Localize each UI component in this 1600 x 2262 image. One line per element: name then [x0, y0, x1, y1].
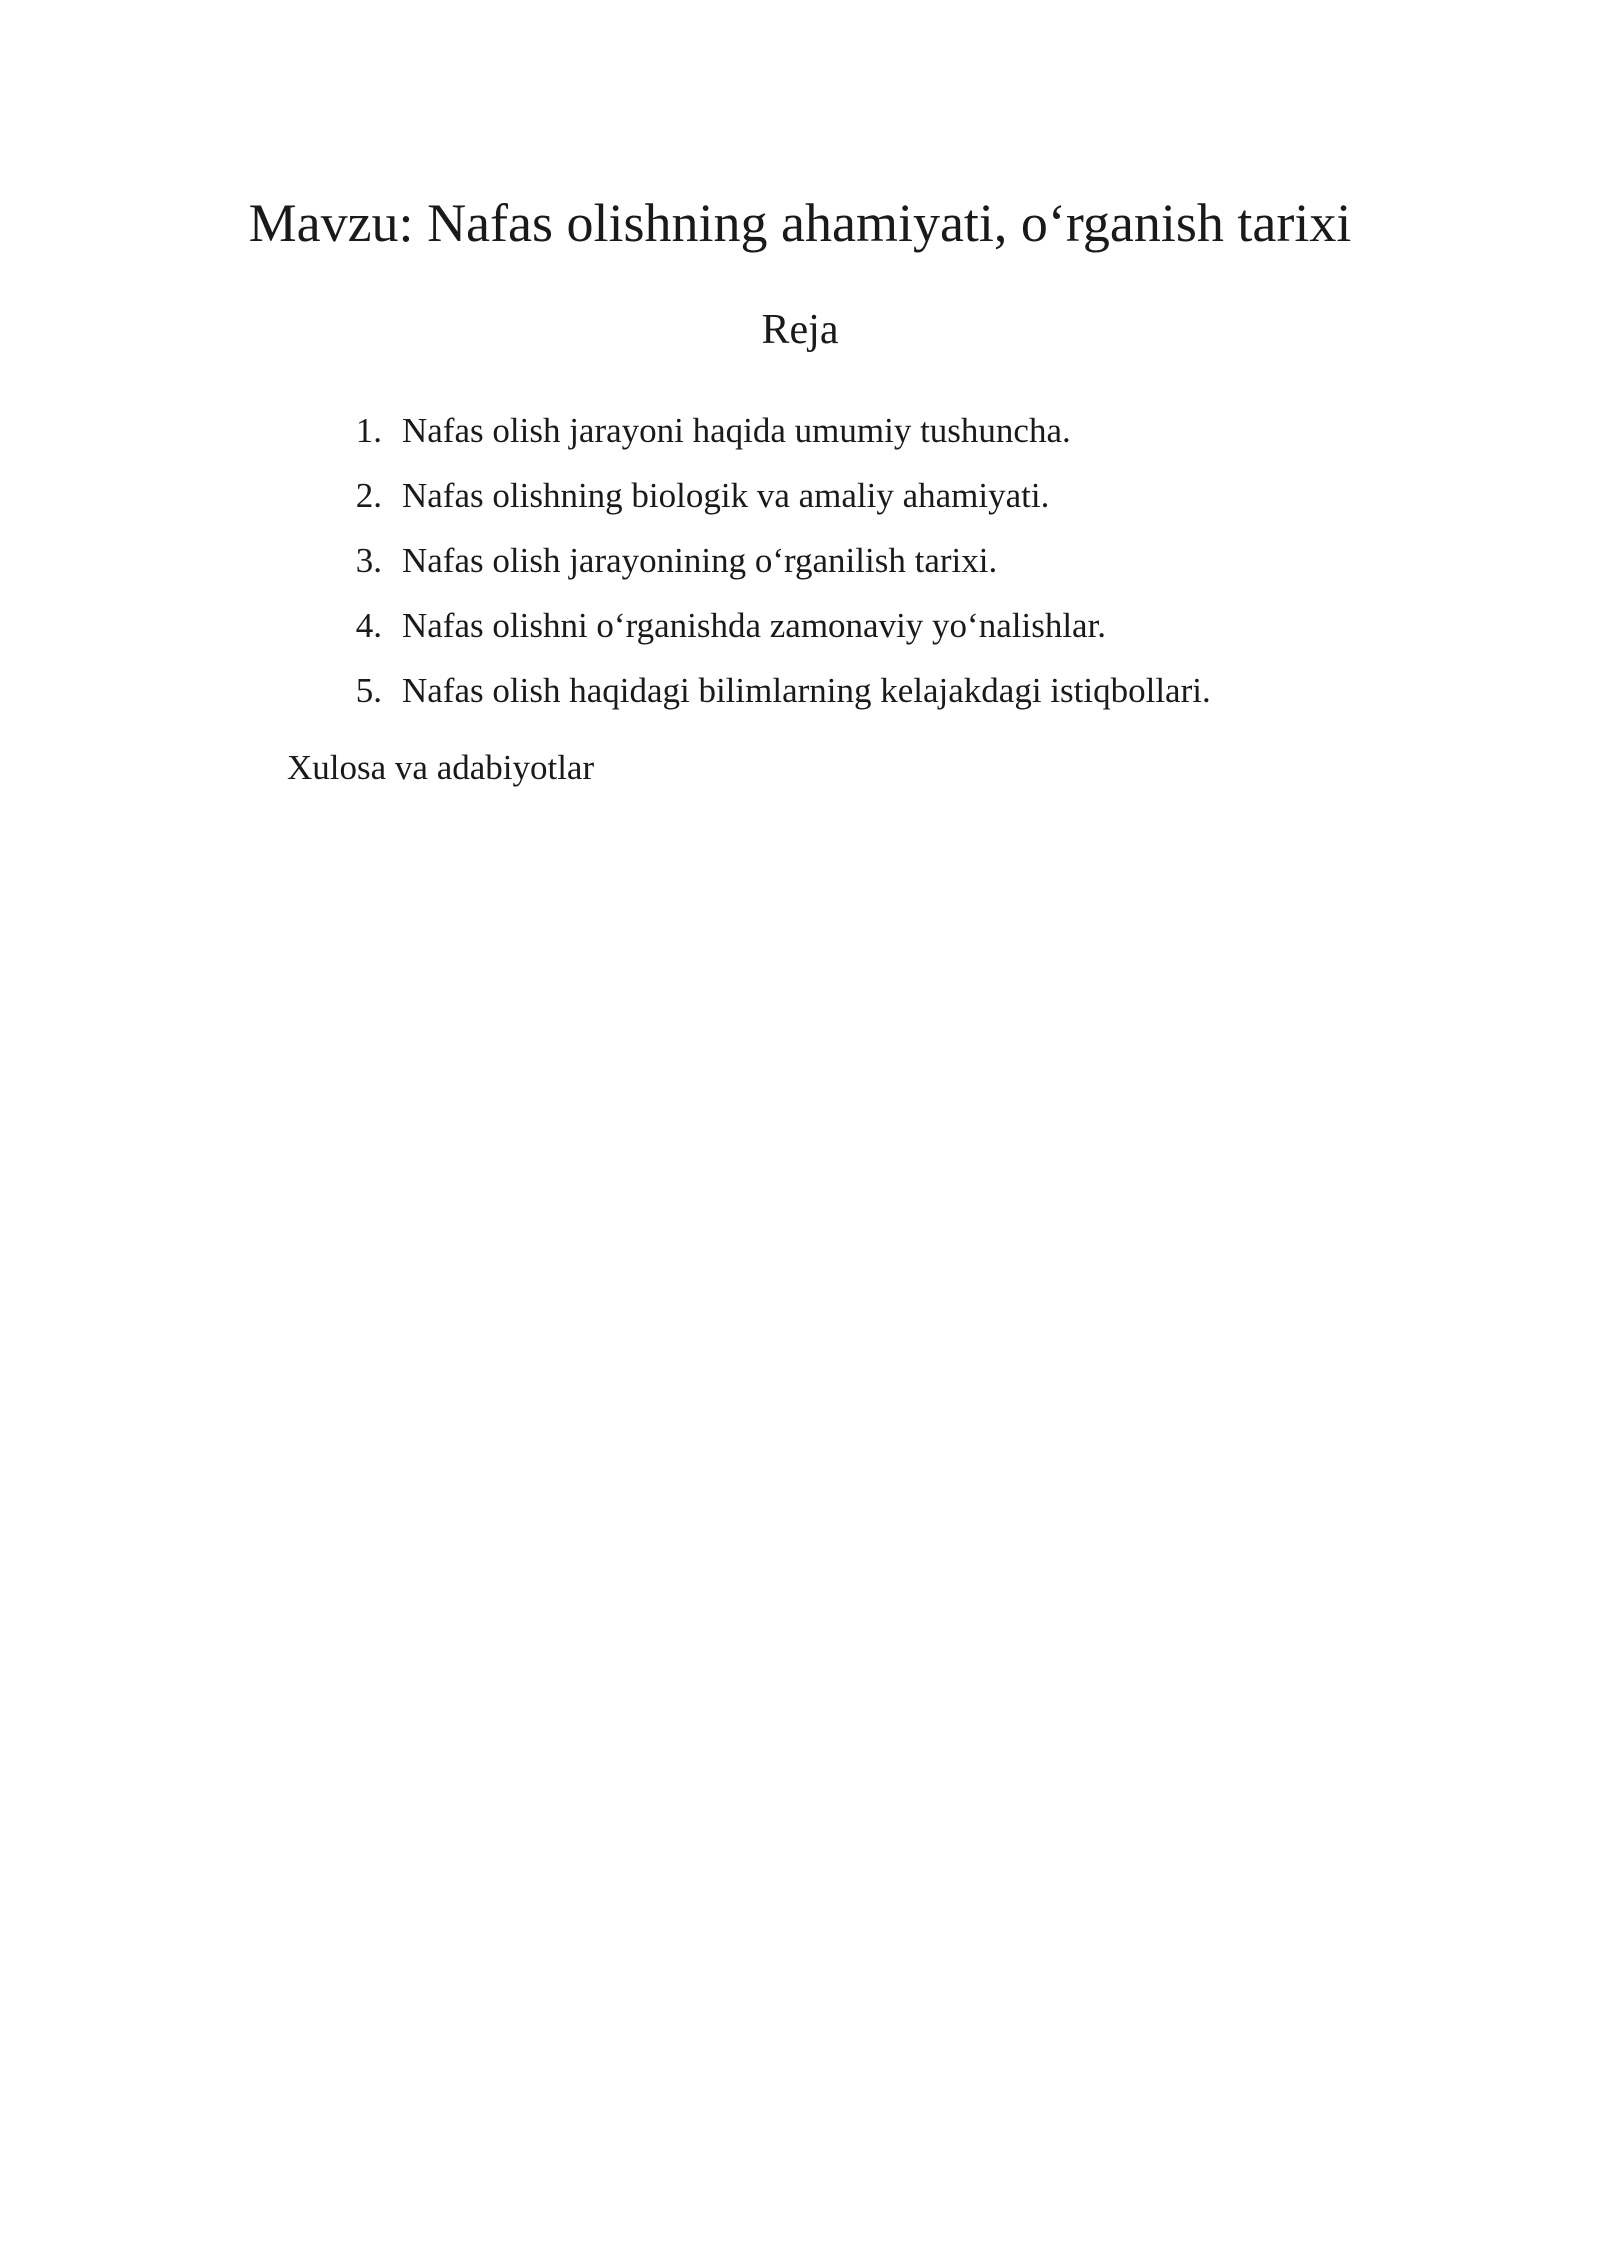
plan-item: [330, 593, 1211, 658]
plan-item-number: 3.: [355, 541, 382, 580]
conclusion-line: Xulosa va adabiyotlar: [287, 748, 595, 787]
document-title: Mavzu: Nafas olishning ahamiyati, o‘rganish tarixi: [248, 193, 1352, 253]
plan-list: [330, 398, 1211, 723]
plan-item-number: 1.: [355, 411, 382, 450]
plan-item: [330, 463, 1211, 528]
plan-item: [330, 658, 1211, 723]
plan-item-text: Nafas olish haqidagi bilimlarning kelajakdagi istiqbollari.: [402, 671, 1211, 710]
plan-item-number: 5.: [355, 671, 382, 710]
plan-item-text: Nafas olishning biologik va amaliy ahamiyati.: [402, 476, 1050, 515]
plan-item-text: Nafas olishni o‘rganishda zamonaviy yo‘nalishlar.: [402, 606, 1107, 645]
plan-item: [330, 528, 1211, 593]
plan-item-number: 4.: [355, 606, 382, 645]
plan-item-text: Nafas olish jarayoni haqida umumiy tushuncha.: [402, 411, 1071, 450]
plan-item-number: 2.: [355, 476, 382, 515]
plan-item-text: Nafas olish jarayonining o‘rganilish tarixi.: [402, 541, 998, 580]
plan-heading: Reja: [761, 307, 839, 353]
plan-item: [330, 398, 1211, 463]
